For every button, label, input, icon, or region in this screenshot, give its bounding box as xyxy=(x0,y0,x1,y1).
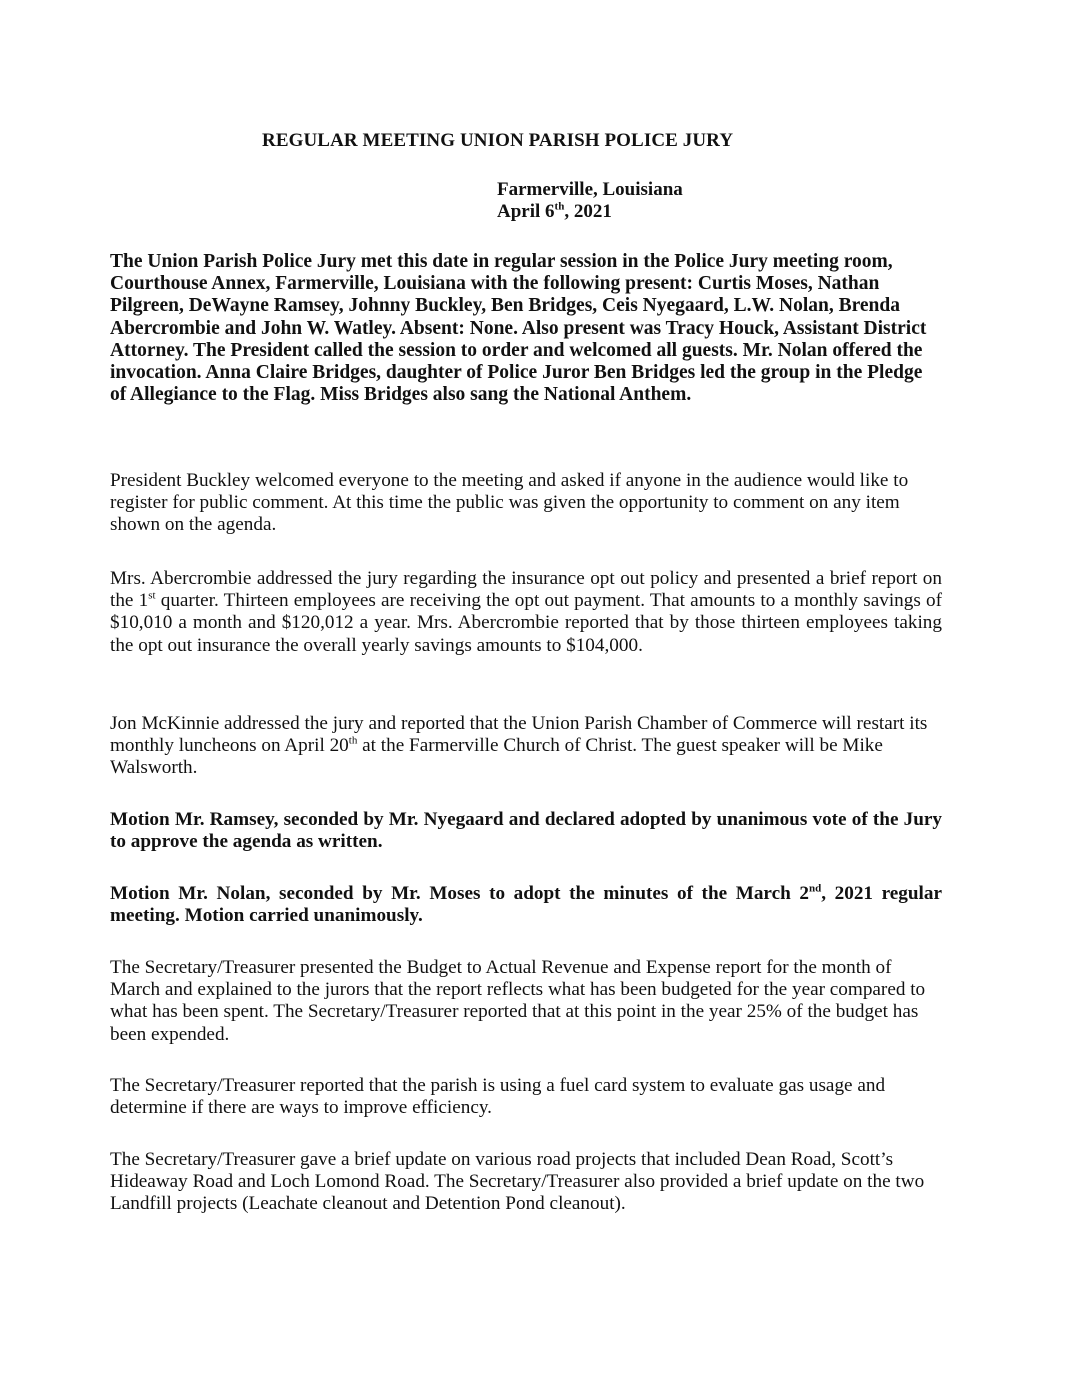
insurance-report-paragraph: Mrs. Abercrombie addressed the jury regarding the insurance opt out policy and presented a brief report on the 1st quarter. Thirteen employees are receiving the opt out payment. That amounts to a monthly savings of $10,010 a month and $120,012 a year. Mrs. Abercrombie reported that by those thirteen employees taking the opt out insurance the overall yearly savings amounts to $104,000. xyxy=(110,568,942,656)
fuel-card-paragraph: The Secretary/Treasurer reported that the parish is using a fuel card system to evaluate gas usage and determine if there are ways to improve efficiency. xyxy=(110,1075,886,1119)
minutes-motion-paragraph: Motion Mr. Nolan, seconded by Mr. Moses to adopt the minutes of the March 2nd, 2021 regular meeting. Motion carried unanimously. xyxy=(110,882,942,927)
chamber-commerce-paragraph: Jon McKinnie addressed the jury and reported that the Union Parish Chamber of Commerce will restart its monthly luncheons on April 20th at the Farmerville Church of Christ. The guest speaker will be Mike Walsworth. xyxy=(110,713,928,779)
attendance-paragraph: The Union Parish Police Jury met this date in regular session in the Police Jury meeting room, Courthouse Annex, Farmerville, Louisiana with the following present: Curtis Moses, Nathan Pilgreen, DeWayne Ramsey, Johnny Buckley, Ben Bridges, Ceis Nyegaard, L.W. Nolan, Brenda Abercrombie and John W. Watley. Absent: None. Also present was Tracy Houck, Assistant District Attorney. The President called the session to order and welcomed all guests. Mr. Nolan offered the invocation. Anna Claire Bridges, daughter of Police Juror Ben Bridges led the group in the Pledge of Allegiance to the Flag. Miss Bridges also sang the National Anthem. xyxy=(110,251,927,406)
public-comment-paragraph: President Buckley welcomed everyone to the meeting and asked if anyone in the audience would like to register for public comment. At this time the public was given the opportunity to comment on any item shown on the agenda. xyxy=(110,470,909,536)
document-title: REGULAR MEETING UNION PARISH POLICE JURY xyxy=(262,130,734,151)
agenda-motion-paragraph: Motion Mr. Ramsey, seconded by Mr. Nyegaard and declared adopted by unanimous vote of the Jury to approve the agenda as written. xyxy=(110,809,942,853)
budget-report-paragraph: The Secretary/Treasurer presented the Budget to Actual Revenue and Expense report for the month of March and explained to the jurors that the report reflects what has been budgeted for the year compared to what has been spent. The Secretary/Treasurer reported that at this point in the year 25% of the budget has been expended. xyxy=(110,957,926,1045)
meeting-place-date xyxy=(497,179,683,223)
meeting-city: Farmerville, Louisiana xyxy=(497,179,683,200)
road-projects-paragraph: The Secretary/Treasurer gave a brief update on various road projects that included Dean Road, Scott’s Hideaway Road and Loch Lomond Road. The Secretary/Treasurer also provided a brief update on the two Landfill projects (Leachate cleanout and Detention Pond cleanout). xyxy=(110,1149,925,1215)
meeting-date: April 6th, 2021 xyxy=(497,200,612,222)
